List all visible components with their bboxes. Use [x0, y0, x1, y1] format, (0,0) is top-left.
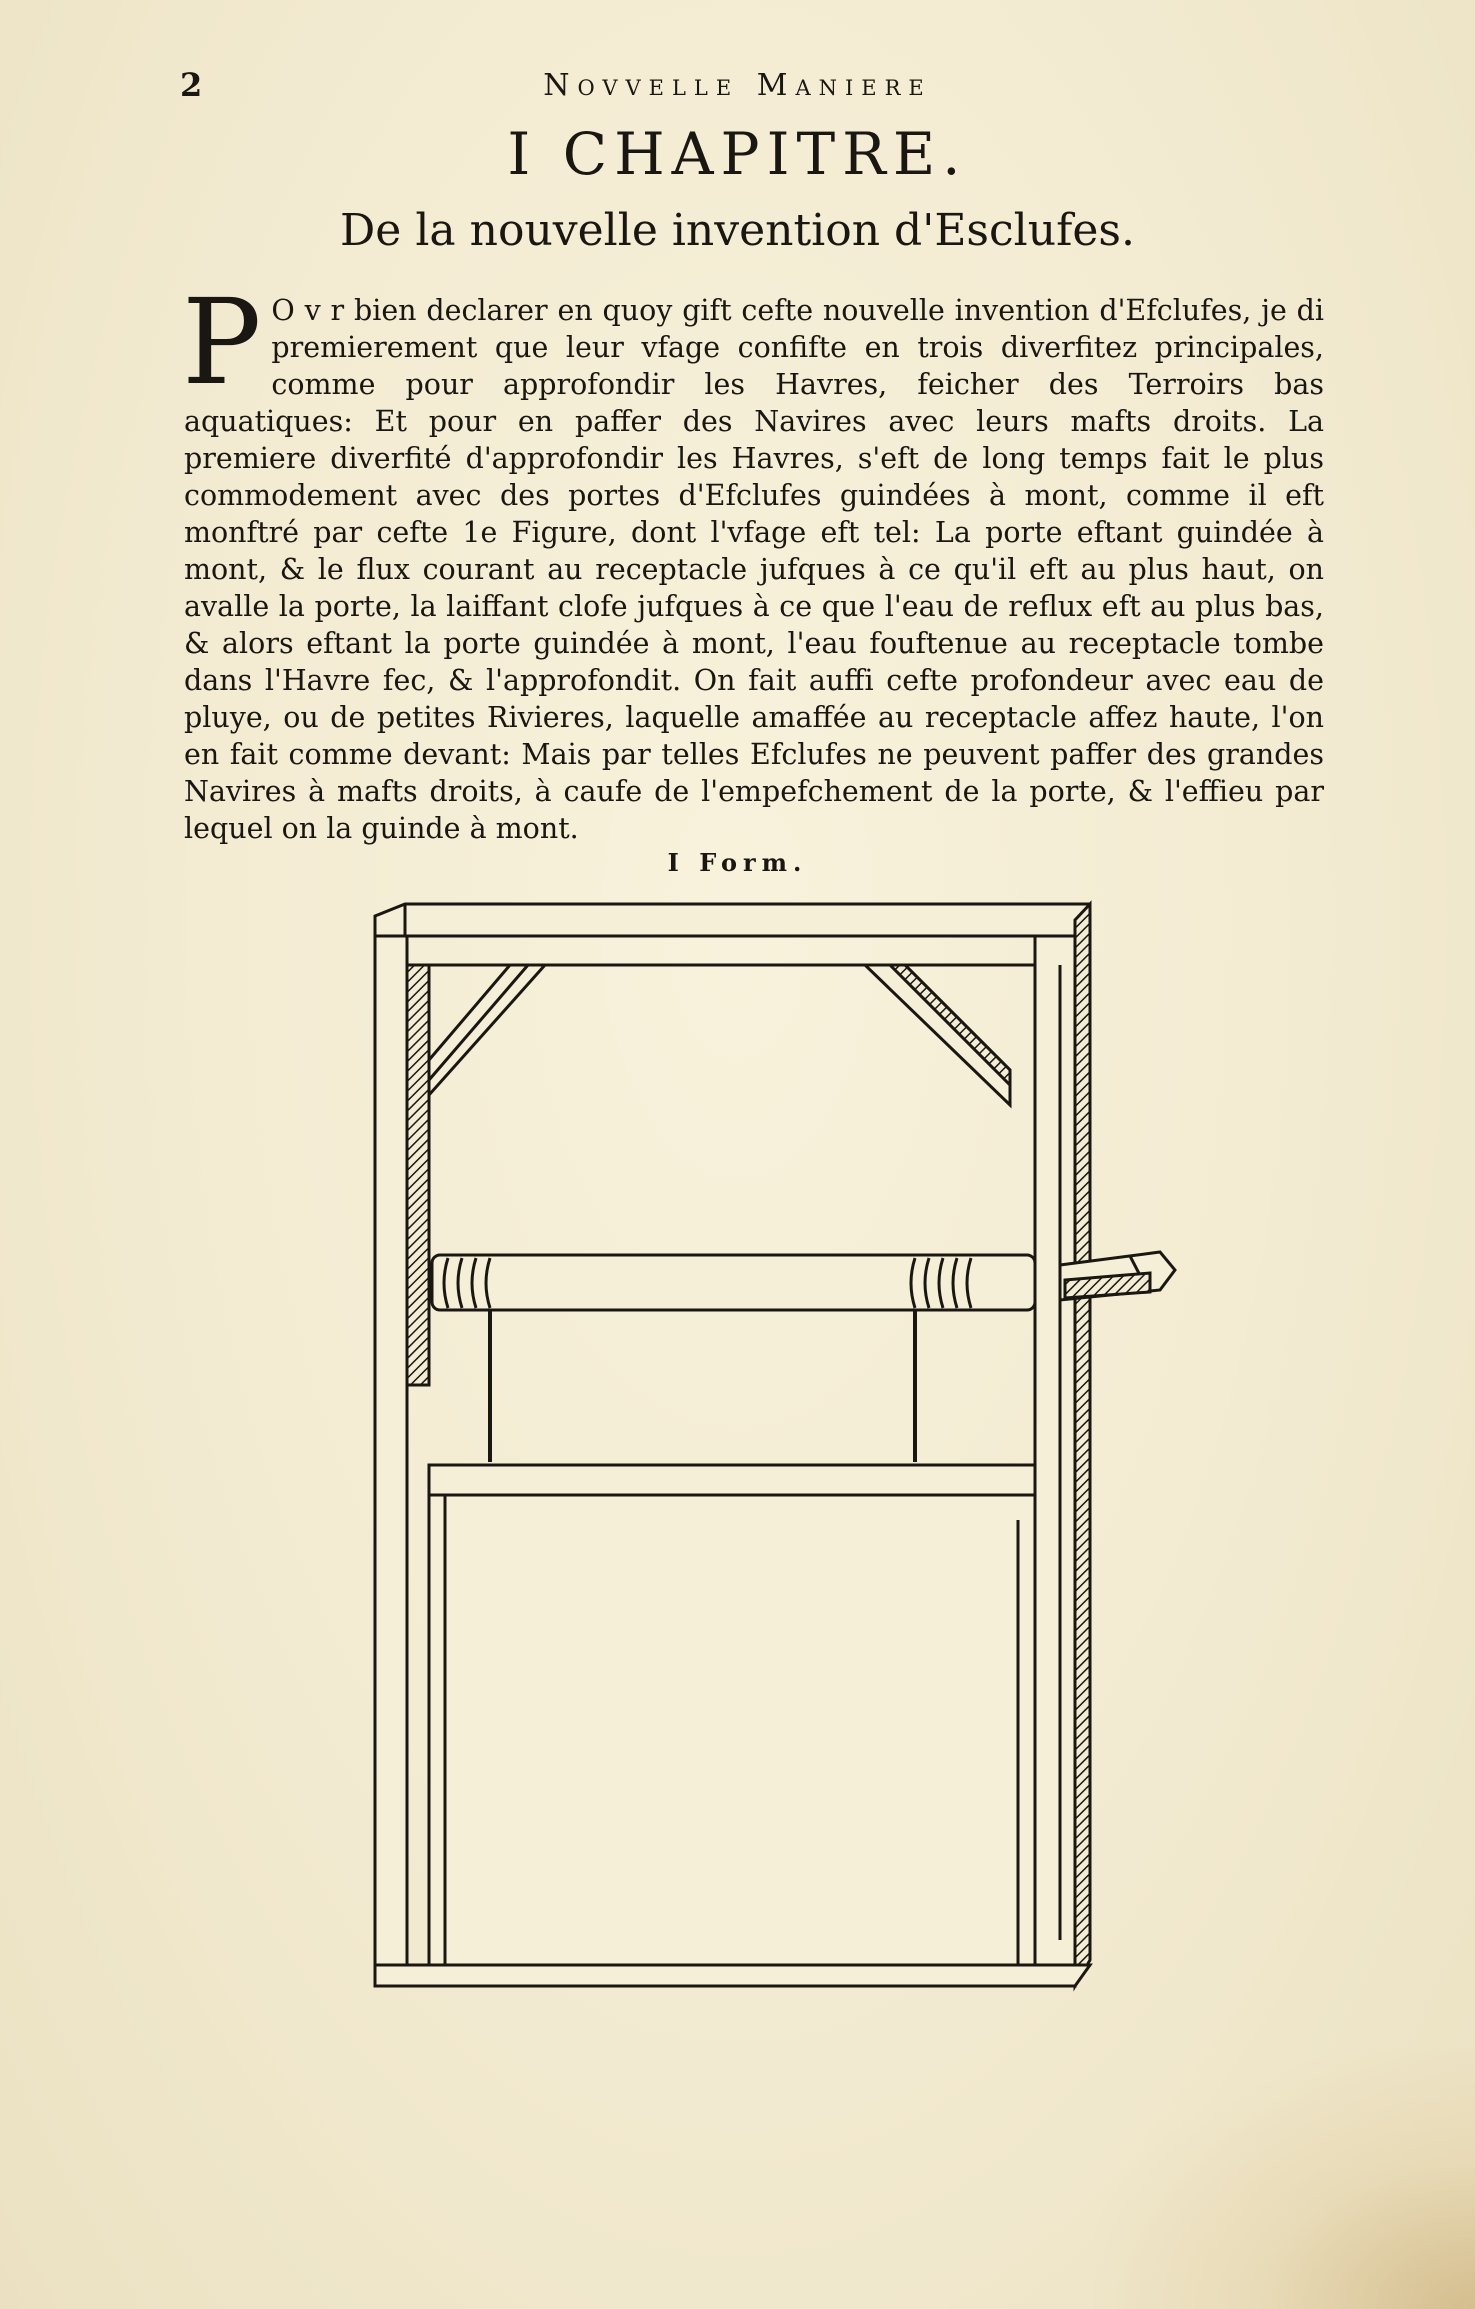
sluice-gate-woodcut	[360, 880, 1220, 2000]
body-paragraph	[182, 273, 1324, 847]
sluice-gate	[429, 1465, 1035, 1965]
bottom-sill	[375, 1965, 1090, 1986]
chapter-title: I CHAPITRE.	[507, 120, 968, 188]
windlass-axle	[432, 1255, 1035, 1310]
page-number: 2	[180, 66, 203, 104]
top-beam	[375, 904, 1090, 965]
paper-stain	[1095, 2049, 1475, 2309]
right-post	[1035, 904, 1090, 1986]
running-head: Novvelle Maniere	[543, 68, 932, 103]
gate-ropes	[490, 1310, 915, 1462]
right-brace	[865, 965, 1010, 1105]
figure-caption: I Form.	[667, 848, 808, 877]
left-brace	[429, 965, 545, 1095]
drop-cap: P	[182, 273, 262, 411]
paragraph-text: O v r bien declarer en quoy gift cefte nouvelle invention d'Efclufes, je di premierement que leur vfage confifte en trois diverfitez principales, comme pour approfondir les Havres, feicher des Terroirs bas aquatiques: Et pour en paffer des Navires avec leurs mafts droits. La premiere diverfité d'approfondir les Havres, s'eft de long temps fait le plus commodement avec des portes d'Efclufes guindées à mont, comme il eft monftré par cefte 1e Figure, dont l'vfage eft tel: La porte eftant guindée à mont, & le flux courant au receptacle jufques à ce qu'il eft au plus haut, on avalle la porte, la laiffant clofe jufques à ce que l'eau de reflux eft au plus bas, & alors eftant la porte guindée à mont, l'eau fouftenue au receptacle tombe dans l'Havre fec, & l'approfondit. On fait auffi cefte profondeur avec eau de pluye, ou de petites Rivieres, laquelle amaffée au receptacle affez haute, l'on en fait comme devant: Mais par telles Efclufes ne peuvent paffer des grandes Navires à mafts droits, à caufe de l'empefchement de la porte, & l'effieu par lequel on la guinde à mont.	[184, 294, 1324, 845]
left-post	[375, 936, 429, 1986]
section-title: De la nouvelle invention d'Esclufes.	[340, 205, 1135, 256]
